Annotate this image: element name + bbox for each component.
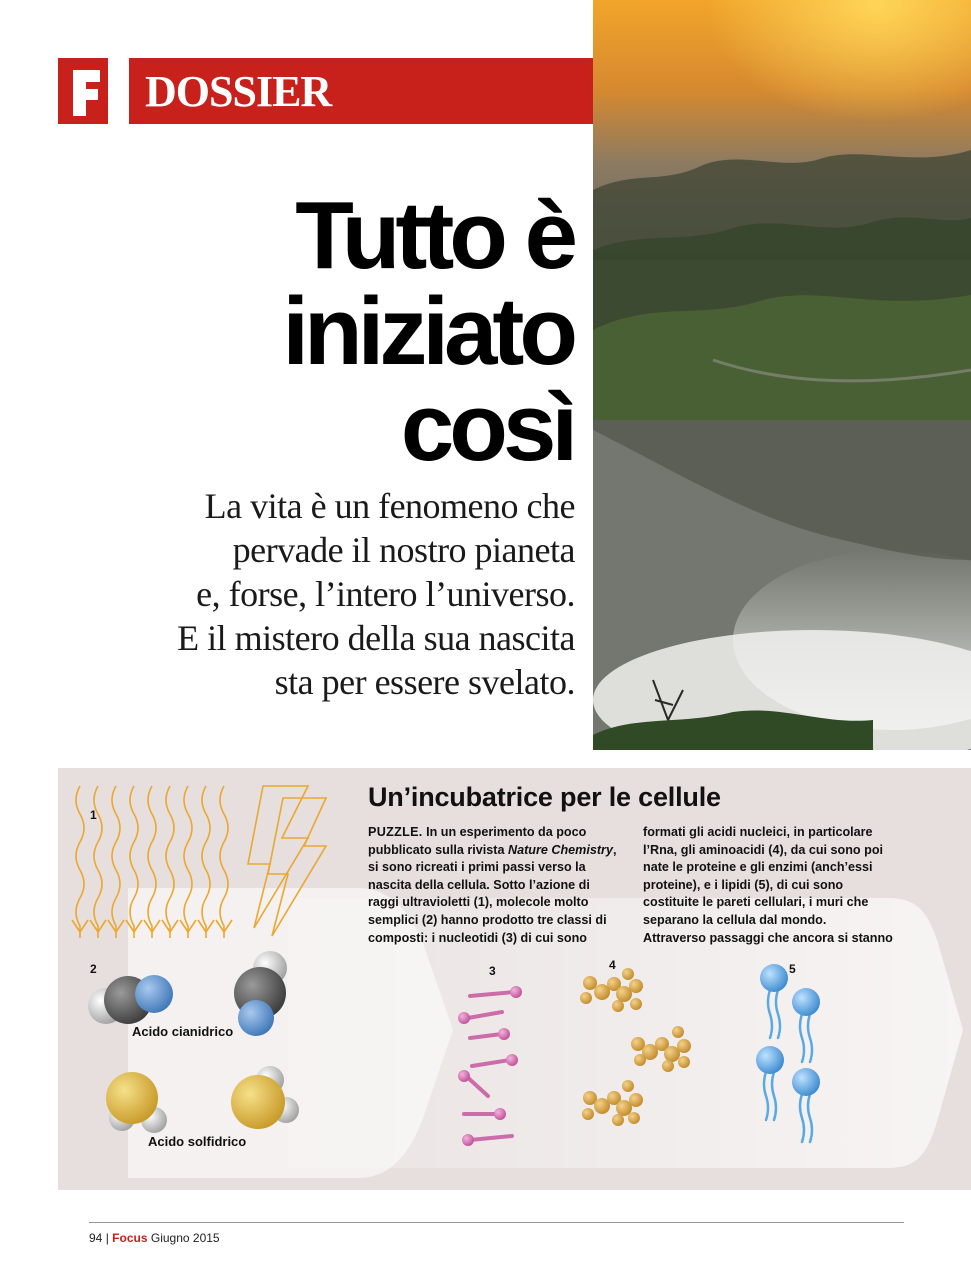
step-number-3: 3	[489, 964, 496, 978]
text-line: costituite le pareti cellulari, i muri che	[643, 895, 869, 910]
text-line: nate le proteine e gli enzimi (anch’essi	[643, 860, 873, 875]
page-number: 94	[89, 1231, 103, 1245]
subtitle-line: sta per essere svelato.	[274, 662, 575, 702]
footer-brand: Focus	[112, 1231, 148, 1245]
infographic-text-column-2	[643, 824, 911, 947]
step-number-2: 2	[90, 962, 97, 976]
step-number-5: 5	[789, 962, 796, 976]
footer-divider	[89, 1222, 904, 1223]
subtitle-line: pervade il nostro pianeta	[232, 530, 575, 570]
text-line: pubblicato sulla rivista	[368, 842, 508, 857]
text-line: separano la cellula dal mondo.	[643, 912, 827, 927]
text-line: formati gli acidi nucleici, in particolare	[643, 825, 873, 839]
subtitle-line: La vita è un fenomeno che	[204, 486, 575, 526]
footer-separator: |	[105, 1231, 109, 1245]
text-line: composti: i nucleotidi (3) di cui sono	[368, 930, 587, 945]
text-line: In un esperimento da poco	[422, 825, 587, 839]
subtitle-line: e, forse, l’intero l’universo.	[196, 574, 575, 614]
h2s-label: Acido solfidrico	[148, 1134, 247, 1149]
journal-name: Nature Chemistry	[507, 842, 613, 857]
text-line: proteine), e i lipidi (5), di cui sono	[643, 877, 844, 892]
page-footer	[89, 1231, 220, 1245]
focus-logo-icon	[58, 58, 108, 124]
infographic-text-column-1	[368, 824, 636, 947]
hcn-label: Acido cianidrico	[132, 1024, 234, 1039]
rainforest-waterfall-photo	[593, 0, 971, 750]
title-line: Tutto è	[295, 182, 573, 289]
section-label: DOSSIER	[145, 67, 332, 116]
dossier-section-band	[129, 58, 599, 124]
subtitle-line: E il mistero della sua nascita	[177, 618, 575, 658]
text-line: nascita della cellula. Sotto l’azione di	[368, 877, 590, 892]
infographic-box	[58, 768, 971, 1190]
footer-issue: Giugno 2015	[150, 1231, 220, 1245]
step-number-4: 4	[609, 958, 616, 972]
step-number-1: 1	[90, 808, 97, 822]
title-line: iniziato	[282, 278, 573, 385]
text-line: ,	[612, 842, 617, 857]
text-line: semplici (2) hanno prodotto tre classi di	[368, 912, 607, 927]
article-title	[282, 182, 573, 481]
text-line: si sono ricreati i primi passi verso la	[368, 860, 586, 875]
text-line: Attraverso passaggi che ancora si stanno	[643, 930, 893, 945]
title-line: così	[400, 374, 573, 481]
text-line: l’Rna, gli aminoacidi (4), da cui sono poi	[643, 842, 884, 857]
text-line: raggi ultravioletti (1), molecole molto	[368, 895, 589, 910]
cover-photo	[593, 0, 971, 750]
infographic-title: Un’incubatrice per le cellule	[368, 782, 721, 812]
kicker: PUZZLE.	[368, 825, 423, 839]
article-subtitle	[177, 484, 575, 704]
